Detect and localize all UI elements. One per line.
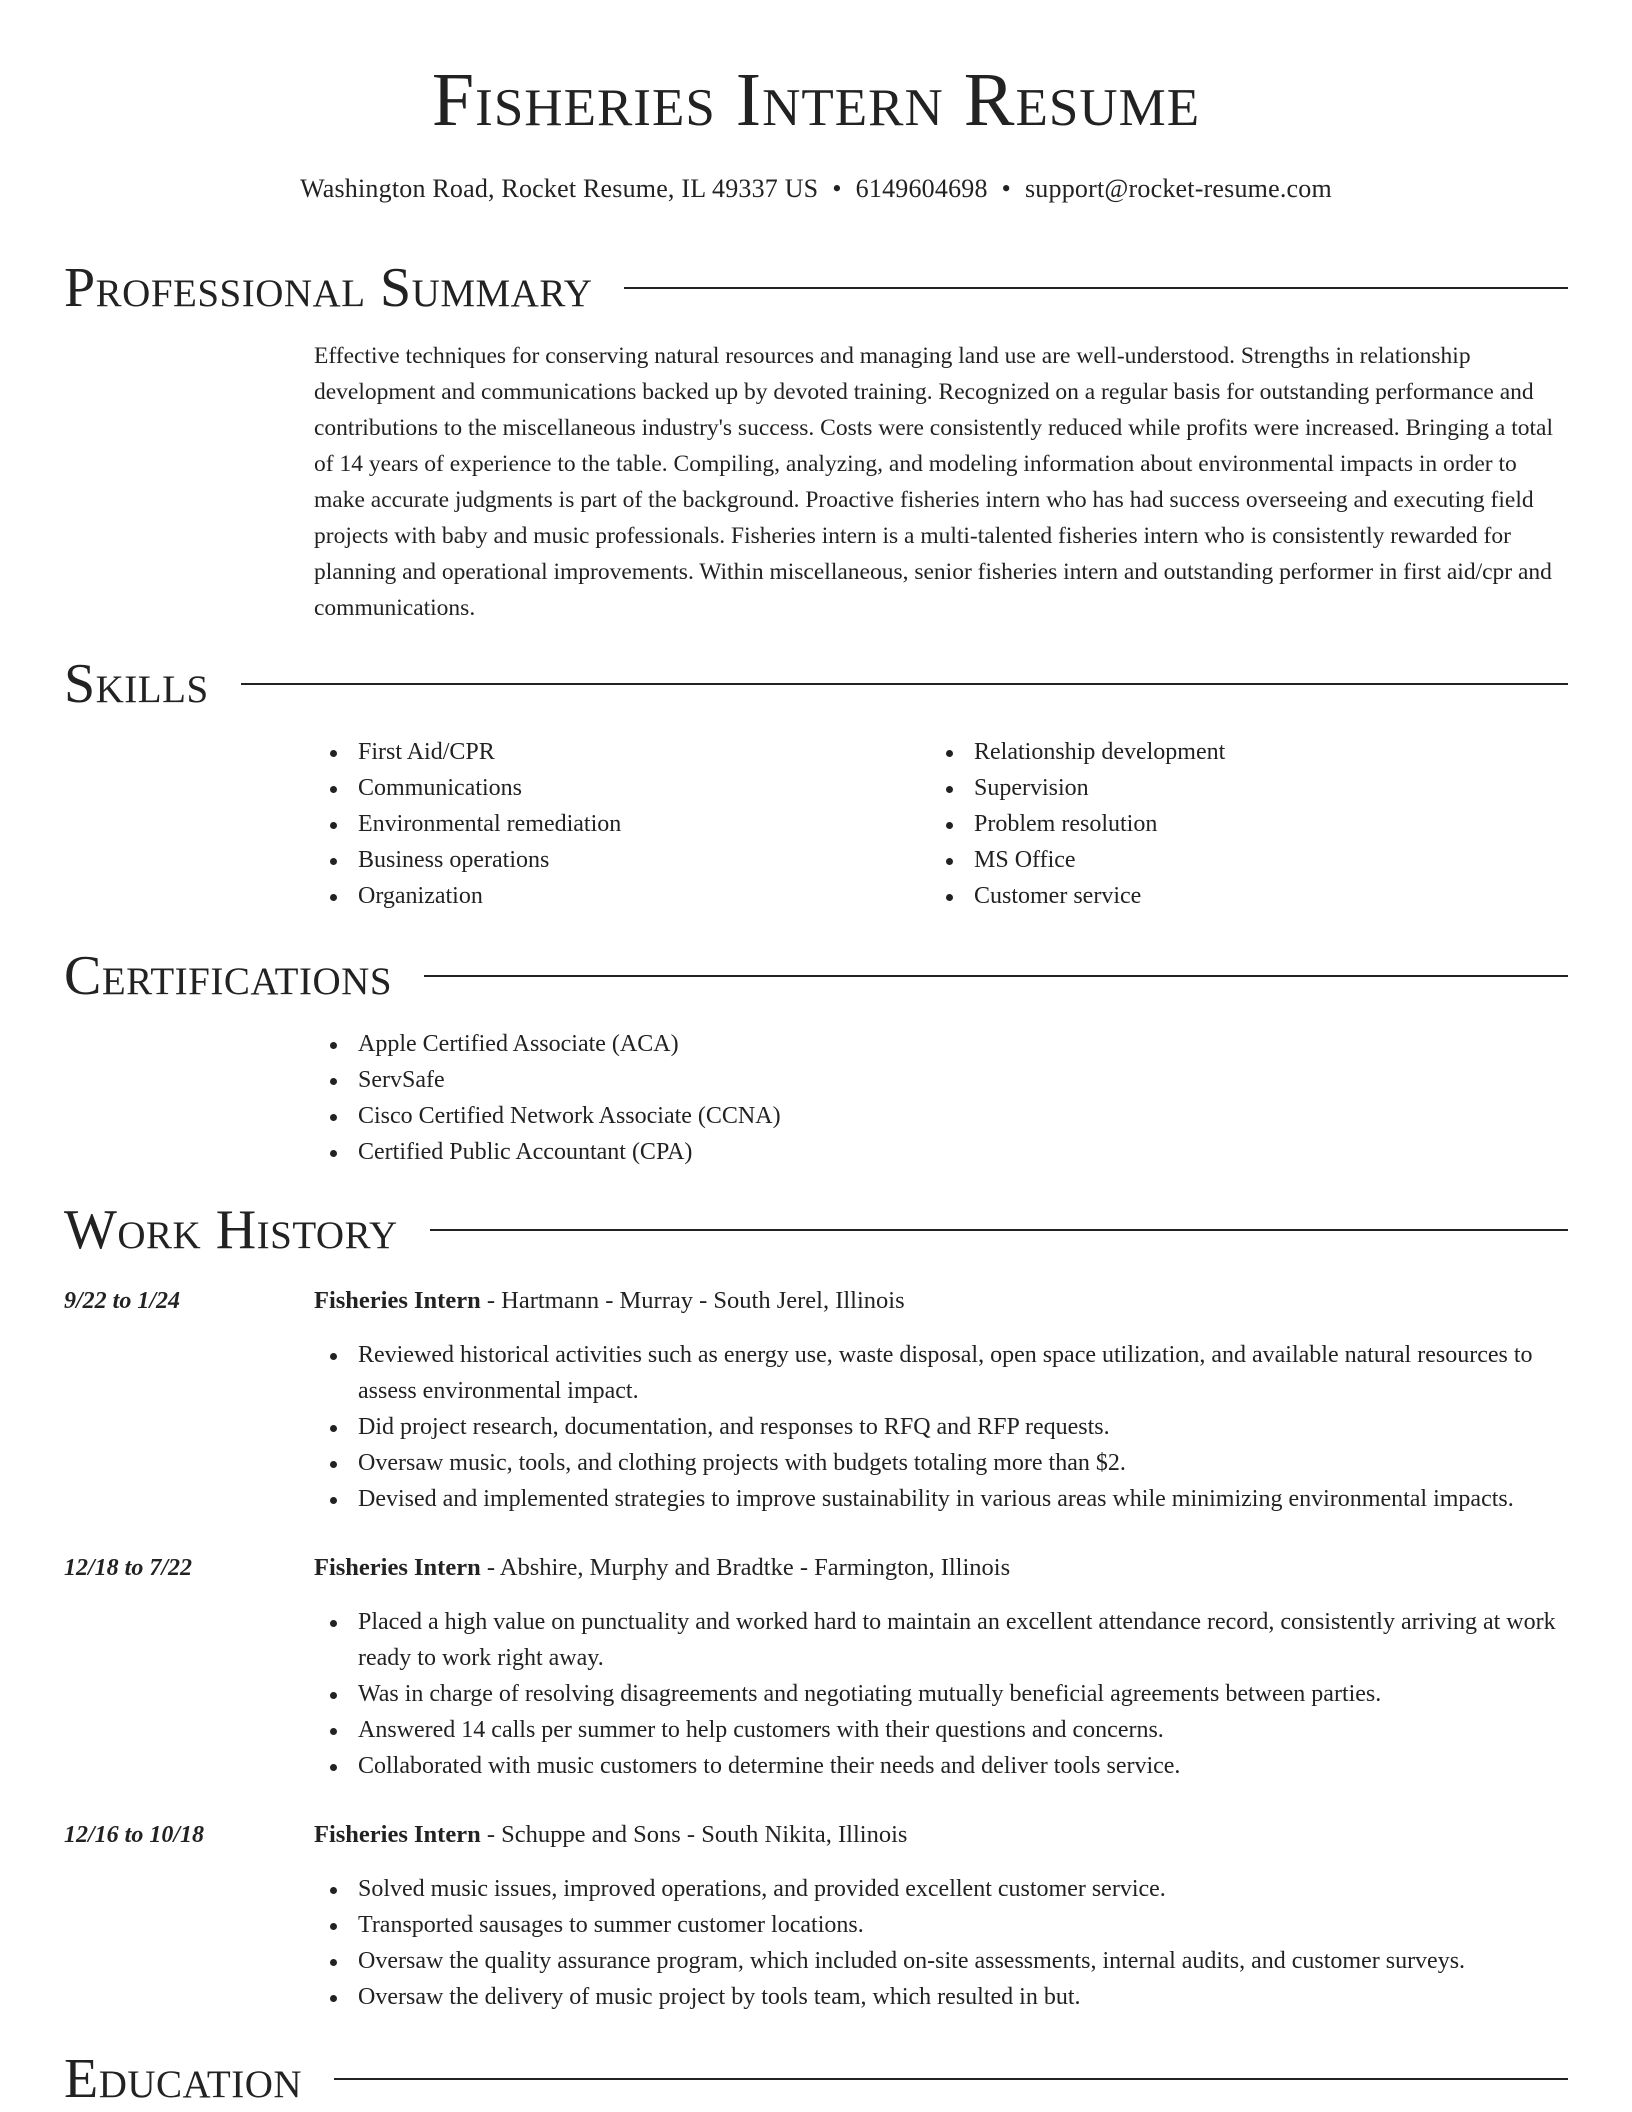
section-divider bbox=[334, 2078, 1568, 2080]
certification-item: Cisco Certified Network Associate (CCNA) bbox=[314, 1098, 1570, 1134]
duty-item: Oversaw music, tools, and clothing projects with budgets totaling more than $2. bbox=[314, 1445, 1570, 1481]
skills-section-header bbox=[64, 654, 1568, 714]
education-section-header bbox=[64, 2049, 1568, 2109]
skill-item: MS Office bbox=[930, 842, 1530, 878]
duty-item: Did project research, documentation, and responses to RFQ and RFP requests. bbox=[314, 1409, 1570, 1445]
summary-heading: Professional Summary bbox=[64, 257, 593, 319]
job-details: - Schuppe and Sons - South Nikita, Illinois bbox=[480, 1821, 908, 1848]
section-divider bbox=[430, 1229, 1568, 1231]
summary-text: Effective techniques for conserving natural resources and managing land use are well-understood. Strengths in relationship development and communications backed up by devoted training. Recognized on a regular basis for outstanding performance and contributions to the miscellaneous industry's success. Costs were consistently reduced while profits were increased. Bringing a total of 14 years of experience to the table. Compiling, analyzing, and modeling information about environmental impacts in order to make accurate judgments is part of the background. Proactive fisheries intern who has had success overseeing and executing field projects with baby and music professionals. Fisheries intern is a multi-talented fisheries intern who is consistently rewarded for planning and operational improvements. Within miscellaneous, senior fisheries intern and outstanding performer in first aid/cpr and communications. bbox=[314, 343, 1554, 621]
duty-item: Oversaw the quality assurance program, which included on-site assessments, internal audits, and customer surveys. bbox=[314, 1943, 1570, 1979]
job-dates: 9/22 to 1/24 bbox=[64, 1288, 181, 1314]
education-heading: Education bbox=[64, 2048, 303, 2110]
contact-separator: • bbox=[832, 174, 842, 203]
certification-item: Apple Certified Associate (ACA) bbox=[314, 1026, 1570, 1062]
duty-item: Oversaw the delivery of music project by tools team, which resulted in but. bbox=[314, 1979, 1570, 2015]
certifications-section-header bbox=[64, 946, 1568, 1006]
contact-address: Washington Road, Rocket Resume, IL 49337 US bbox=[300, 174, 819, 203]
skills-heading: Skills bbox=[64, 653, 209, 715]
duty-item: Solved music issues, improved operations, and provided excellent customer service. bbox=[314, 1871, 1570, 1907]
job-duties-list bbox=[314, 1604, 1570, 1784]
skill-item: Organization bbox=[314, 878, 914, 914]
duty-item: Devised and implemented strategies to improve sustainability in various areas while minimizing environmental impacts. bbox=[314, 1481, 1570, 1517]
section-divider bbox=[624, 287, 1568, 289]
summary-section-header bbox=[64, 258, 1568, 318]
duty-item: Reviewed historical activities such as energy use, waste disposal, open space utilization, and available natural resources to assess environmental impact. bbox=[314, 1337, 1570, 1409]
skill-item: Communications bbox=[314, 770, 914, 806]
certifications-list bbox=[314, 1026, 1570, 1170]
contact-line bbox=[0, 176, 1632, 202]
skill-item: Environmental remediation bbox=[314, 806, 914, 842]
job-details: - Hartmann - Murray - South Jerel, Illinois bbox=[480, 1287, 905, 1314]
certifications-heading: Certifications bbox=[64, 945, 393, 1007]
skill-item: Problem resolution bbox=[930, 806, 1530, 842]
job-heading bbox=[314, 1550, 1010, 1586]
skill-item: Supervision bbox=[930, 770, 1530, 806]
duty-item: Placed a high value on punctuality and worked hard to maintain an excellent attendance record, consistently arriving at work ready to work right away. bbox=[314, 1604, 1570, 1676]
job-role: Fisheries Intern bbox=[314, 1287, 481, 1314]
certification-item: Certified Public Accountant (CPA) bbox=[314, 1134, 1570, 1170]
job-role: Fisheries Intern bbox=[314, 1554, 481, 1581]
skill-item: Relationship development bbox=[930, 734, 1530, 770]
skill-item: First Aid/CPR bbox=[314, 734, 914, 770]
job-dates: 12/16 to 10/18 bbox=[64, 1822, 205, 1848]
work-history-section-header bbox=[64, 1200, 1568, 1260]
skills-list-left bbox=[314, 734, 914, 914]
contact-phone: 6149604698 bbox=[855, 174, 988, 203]
resume-title: Fisheries Intern Resume bbox=[431, 58, 1201, 142]
certification-item: ServSafe bbox=[314, 1062, 1570, 1098]
job-duties-list bbox=[314, 1337, 1570, 1517]
duty-item: Answered 14 calls per summer to help customers with their questions and concerns. bbox=[314, 1712, 1570, 1748]
duty-item: Collaborated with music customers to determine their needs and deliver tools service. bbox=[314, 1748, 1570, 1784]
job-dates: 12/18 to 7/22 bbox=[64, 1555, 193, 1581]
section-divider bbox=[424, 975, 1568, 977]
duty-item: Was in charge of resolving disagreements and negotiating mutually beneficial agreements between parties. bbox=[314, 1676, 1570, 1712]
work-history-heading: Work History bbox=[64, 1199, 398, 1261]
skill-item: Business operations bbox=[314, 842, 914, 878]
job-heading bbox=[314, 1283, 905, 1319]
contact-email: support@rocket-resume.com bbox=[1024, 174, 1332, 203]
job-duties-list bbox=[314, 1871, 1570, 2015]
skills-list-right bbox=[930, 734, 1530, 914]
skill-item: Customer service bbox=[930, 878, 1530, 914]
contact-separator: • bbox=[1001, 174, 1011, 203]
section-divider bbox=[241, 683, 1568, 685]
job-role: Fisheries Intern bbox=[314, 1821, 481, 1848]
duty-item: Transported sausages to summer customer locations. bbox=[314, 1907, 1570, 1943]
job-heading bbox=[314, 1817, 907, 1853]
job-details: - Abshire, Murphy and Bradtke - Farmington, Illinois bbox=[480, 1554, 1011, 1581]
